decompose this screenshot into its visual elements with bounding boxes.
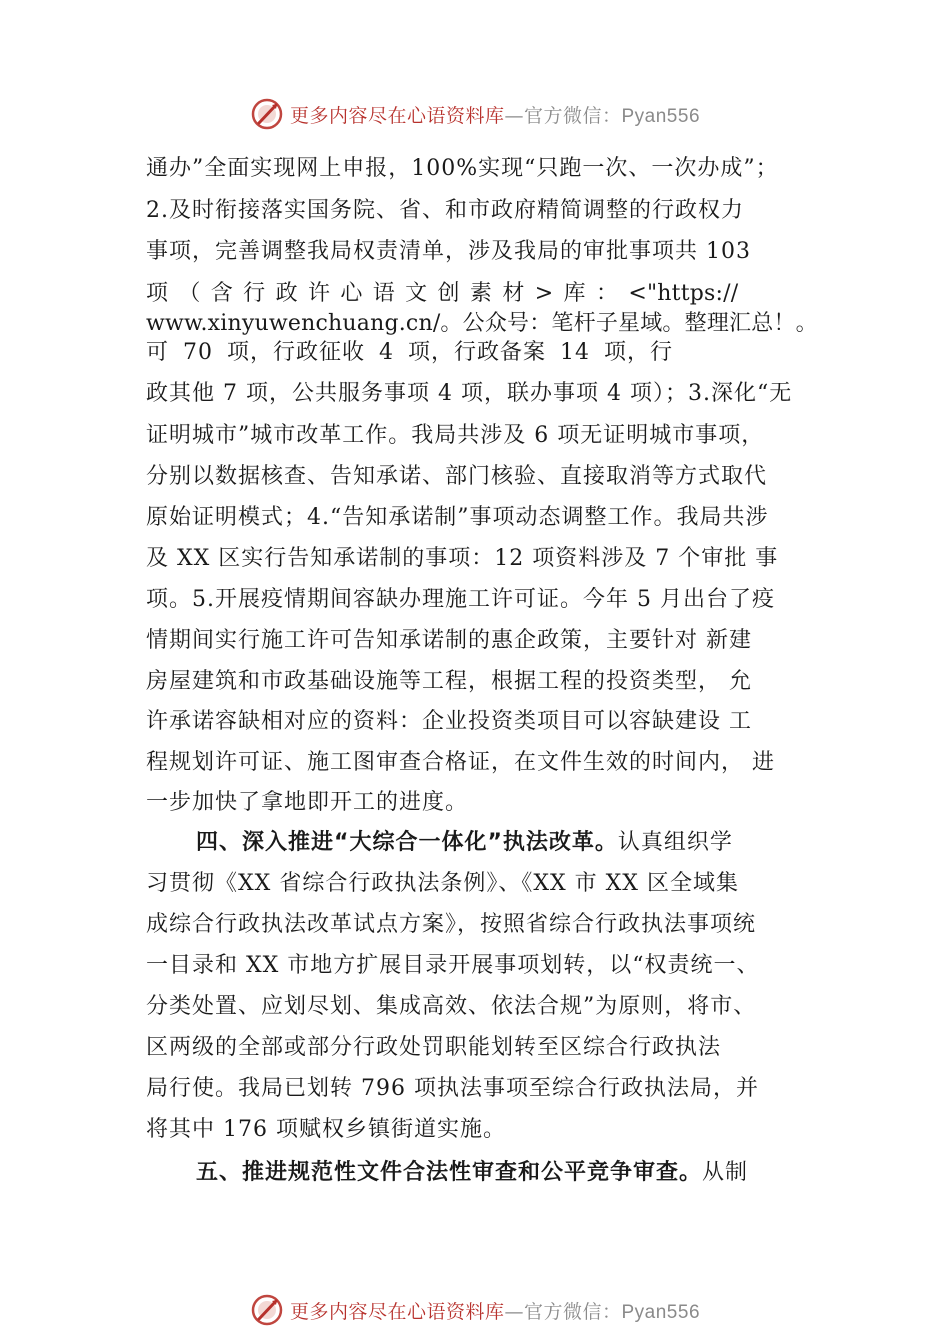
body-line: 房屋建筑和市政基础设施等工程，根据工程的投资类型， 允 bbox=[146, 669, 752, 694]
body-line: 区两级的全部或部分行政处罚职能划转至区综合行政执法 bbox=[146, 1035, 722, 1060]
body-line: 程规划许可证、施工图审查合格证，在文件生效的时间内， 进 bbox=[146, 750, 775, 775]
body-line: 项。5.开展疫情期间容缺办理施工许可证。今年 5 月出台了疫 bbox=[146, 587, 775, 612]
body-line: 分别以数据核查、告知承诺、部门核验、直接取消等方式取代 bbox=[146, 464, 768, 489]
body-line: 情期间实行施工许可告知承诺制的惠企政策，主要针对 新建 bbox=[146, 628, 752, 653]
body-line: 成综合行政执法改革试点方案》，按照省综合行政执法事项统 bbox=[146, 912, 757, 937]
body-line: 项 （ 含 行 政 许 心 语 文 创 素 材 > 库 ： <"https:// bbox=[146, 281, 739, 306]
body-line: 可 70 项，行政征收 4 项，行政备案 14 项，行 bbox=[146, 340, 673, 365]
header-watermark-text: 更多内容尽在心语资料库—官方微信：Pyan556 bbox=[289, 104, 701, 127]
body-line: 分类处置、应划尽划、集成高效、依法合规”为原则，将市、 bbox=[146, 994, 757, 1019]
section-four-title: 四、深入推进“大综合一体化”执法改革。 bbox=[196, 830, 618, 855]
body-line: 一目录和 XX 市地方扩展目录开展事项划转，以“权责统一、 bbox=[146, 953, 760, 978]
body-line: 事项，完善调整我局权责清单，涉及我局的审批事项共 103 bbox=[146, 239, 751, 264]
body-line: 政其他 7 项，公共服务事项 4 项，联办事项 4 项）；3.深化“无 bbox=[146, 381, 793, 406]
body-line: 通办”全面实现网上申报，100%实现“只跑一次、一次办成”； bbox=[146, 156, 779, 181]
body-line: 及 XX 区实行告知承诺制的事项：12 项资料涉及 7 个审批 事 bbox=[146, 546, 779, 571]
body-line: 将其中 176 项赋权乡镇街道实施。 bbox=[146, 1117, 506, 1142]
body-line: 习贯彻《XX 省综合行政执法条例》、《XX 市 XX 区全域集 bbox=[146, 871, 739, 896]
body-line: 一步加快了拿地即开工的进度。 bbox=[146, 790, 469, 815]
body-line: 许承诺容缺相对应的资料：企业投资类项目可以容缺建设 工 bbox=[146, 709, 752, 734]
section-five-lead: 从制 bbox=[702, 1160, 749, 1185]
section-five-heading bbox=[196, 1158, 748, 1188]
section-five-title: 五、推进规范性文件合法性审查和公平竞争审查。 bbox=[196, 1160, 703, 1185]
body-line: 原始证明模式；4.“告知承诺制”事项动态调整工作。我局共涉 bbox=[146, 505, 769, 530]
body-line: www.xinyuwenchuang.cn/。公众号：笔杆子星域。整理汇总！。 bbox=[146, 311, 818, 336]
section-four-heading bbox=[196, 828, 733, 858]
body-line: 证明城市”城市改革工作。我局共涉及 6 项无证明城市事项， bbox=[146, 423, 765, 448]
footer-watermark-banner bbox=[0, 1290, 950, 1330]
body-line: 局行使。我局已划转 796 项执法事项至综合行政执法局，并 bbox=[146, 1076, 759, 1101]
library-logo-icon bbox=[250, 1293, 284, 1327]
section-four-lead: 认真组织学 bbox=[617, 830, 733, 855]
body-line: 2.及时衔接落实国务院、省、和市政府精简调整的行政权力 bbox=[146, 198, 744, 223]
footer-watermark-text: 更多内容尽在心语资料库—官方微信：Pyan556 bbox=[289, 1300, 701, 1323]
